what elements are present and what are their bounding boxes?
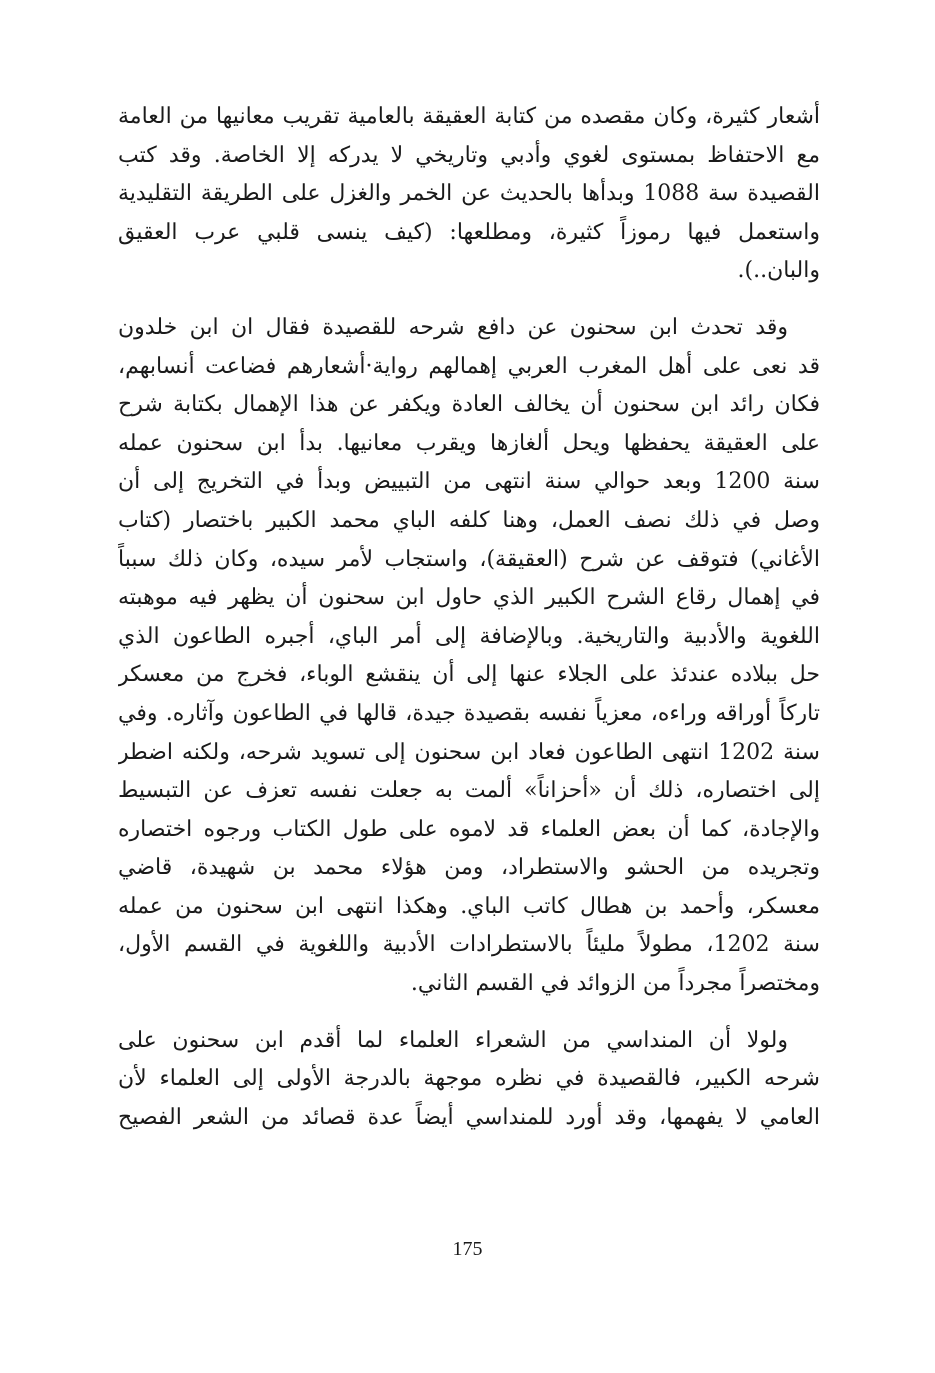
text-line: حل ببلاده عندئذ على الجلاء عنها إلى أن ينقشع الوباء، فخرج من معسكر: [118, 662, 820, 688]
text-line: سنة 1202 انتهى الطاعون فعاد ابن سحنون إلى تسويد شرحه، ولكنه اضطر: [118, 739, 820, 765]
text-line: أشعار كثيرة، وكان مقصده من كتابة العقيقة بالعامية تقريب معانيها من العامة: [118, 104, 820, 129]
paragraph-3: [118, 1022, 820, 1138]
text-line: سنة 1202، مطولاً مليئاً بالاستطرادات الأدبية واللغوية في القسم الأول،: [118, 932, 820, 958]
text-line: الأغاني) فتوقف عن شرح (العقيقة)، واستجاب لأمر سيده، وكان ذلك سبباً: [118, 546, 820, 572]
text-line: معسكر، وأحمد بن هطال كاتب الباي. وهكذا انتهى ابن سحنون من عمله: [118, 893, 820, 919]
text-line: وقد تحدث ابن سحنون عن دافع شرحه للقصيدة فقال ان ابن خلدون: [118, 314, 788, 340]
paragraph-gap: [118, 291, 820, 309]
text-line: في إهمال رقاع الشرح الكبير الذي حاول ابن سحنون أن يظهر فيه موهبته: [118, 585, 820, 611]
paragraph-2: [118, 309, 820, 1004]
text-line: مع الاحتفاظ بمستوى لغوي وأدبي وتاريخي لا يدركه إلا الخاصة. وقد كتب: [118, 142, 820, 168]
text-line: وصل في ذلك نصف العمل، وهنا كلفه الباي محمد الكبير باختصار (كتاب: [118, 507, 820, 533]
text-line: ولولا أن المنداسي من الشعراء العلماء لما أقدم ابن سحنون على: [118, 1027, 788, 1053]
text-line: سنة 1200 وبعد حوالي سنة انتهى من التبييض وبدأ في التخريج إلى أن: [118, 469, 820, 495]
text-line: اللغوية والأدبية والتاريخية. وبالإضافة إلى أمر الباي، أجبره الطاعون الذي: [118, 623, 820, 649]
text-line: إلى اختصاره، ذلك أن «أحزاناً» ألمت به جعلت نفسه تعزف عن التبسيط: [118, 778, 820, 804]
text-line: العامي لا يفهمها، وقد أورد للمنداسي أيضاً عدة قصائد من الشعر الفصيح: [118, 1104, 820, 1130]
text-line: قد نعى على أهل المغرب العربي إهمالهم رواية·أشعارهم فضاعت أنسابهم،: [118, 353, 820, 379]
text-line: والبان..).: [737, 258, 820, 284]
page-number: 175: [452, 1238, 483, 1260]
text-line: وتجريده من الحشو والاستطراد، ومن هؤلاء محمد بن شهيدة، قاضي: [118, 855, 820, 881]
page-body: [118, 98, 820, 1137]
text-line: فكان رائد ابن سحنون أن يخالف العادة ويكفر عن هذا الإهمال بكتابة شرح: [118, 392, 820, 418]
text-line: والإجادة، كما أن بعض العلماء قد لاموه على طول الكتاب ورجوه اختصاره: [118, 816, 820, 842]
paragraph-1: [118, 98, 820, 291]
paragraph-gap: [118, 1004, 820, 1022]
text-line: تاركاً أوراقه وراءه، معزياً نفسه بقصيدة جيدة، قالها في الطاعون وآثاره. وفي: [118, 700, 820, 726]
text-line: شرحه الكبير، فالقصيدة في نظره موجهة بالدرجة الأولى إلى العلماء لأن: [118, 1066, 820, 1092]
text-line: القصيدة سة 1088 وبدأها بالحديث عن الخمر والغزل على الطريقة التقليدية: [118, 181, 820, 207]
text-line: على العقيقة يحفظها ويحل ألغازها ويقرب معانيها. بدأ ابن سحنون عمله: [118, 430, 820, 456]
text-line: واستعمل فيها رموزاً كثيرة، ومطلعها: (كيف ينسى قلبي عرب العقيق: [118, 219, 820, 245]
text-line: ومختصراً مجرداً من الزوائد في القسم الثاني.: [410, 971, 820, 997]
